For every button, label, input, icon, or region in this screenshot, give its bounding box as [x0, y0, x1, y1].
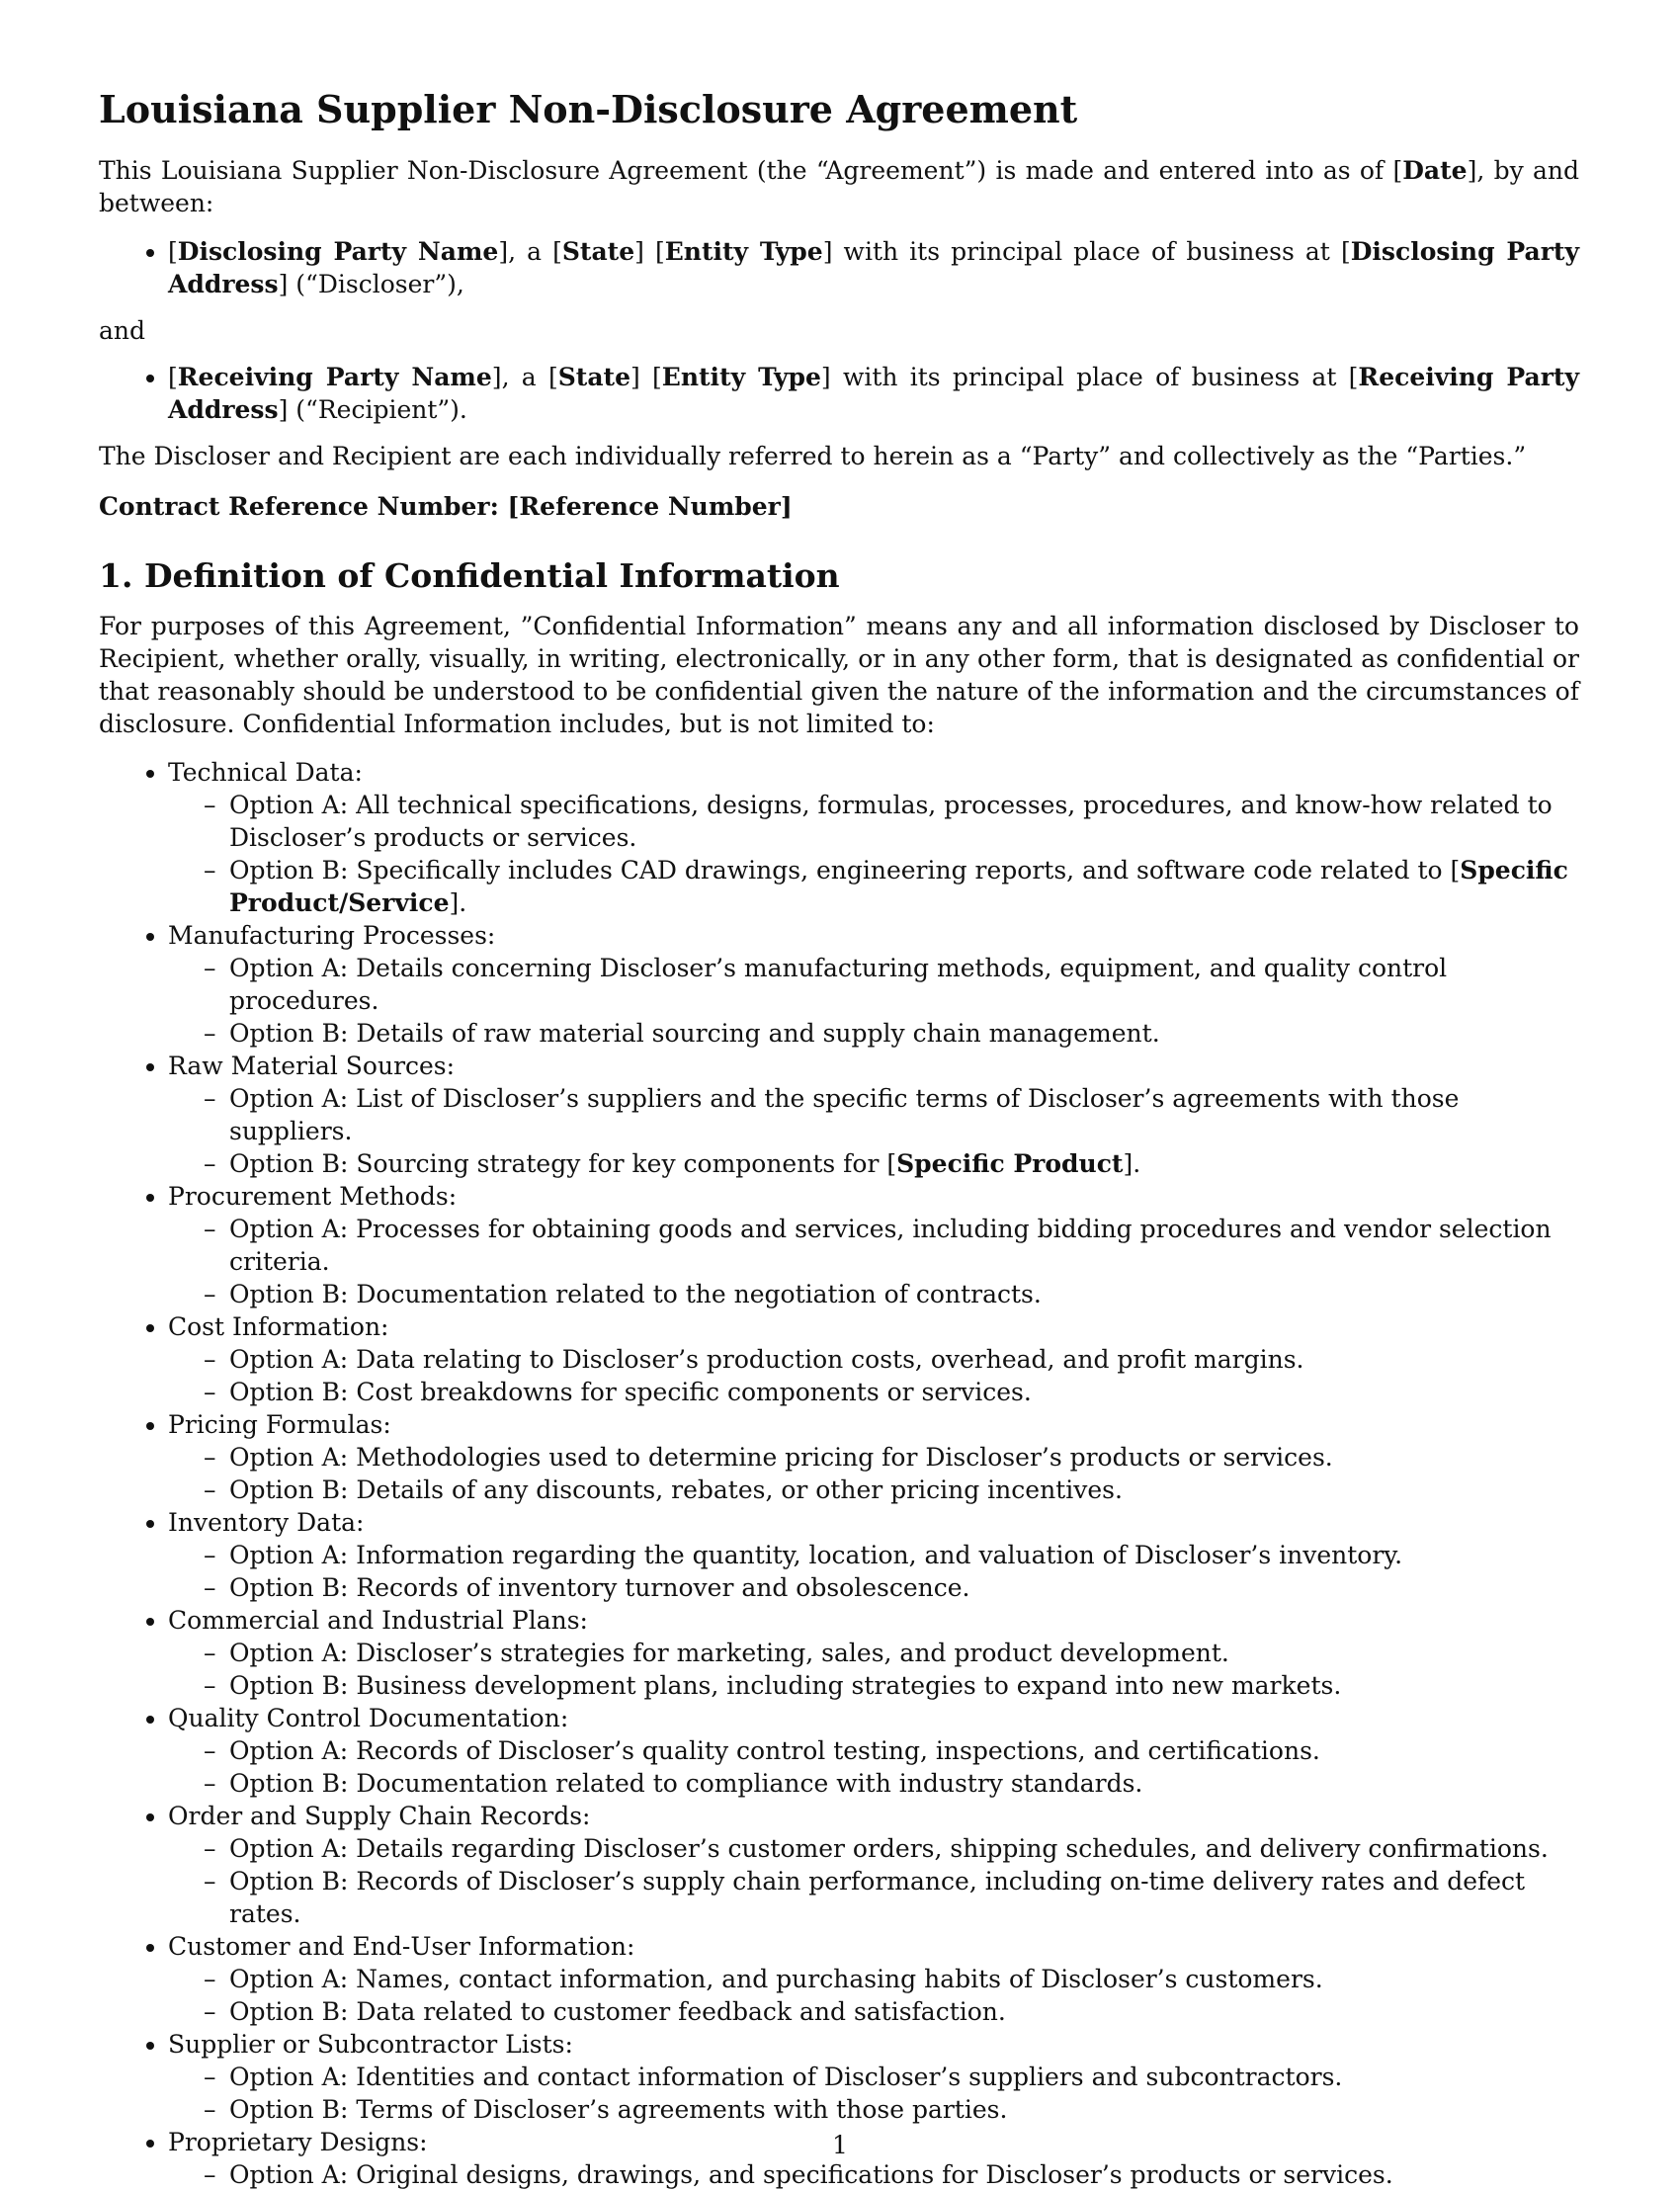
option-item: – Option A: All technical specifications, designs, formulas, processes, procedures, and know-how related to Discloser’s products or services. — [168, 789, 1579, 854]
category-item: • Cost Information: – Option A: Data relating to Discloser’s production costs, overhead, and profit margins. – Option B: Cost breakdowns for specific components or services. — [168, 1310, 1579, 1408]
option-item: – Option A: Names, contact information, and purchasing habits of Discloser’s customers. — [168, 1963, 1579, 1995]
recipient-name: Receiving Party Name — [177, 363, 492, 391]
option-item: – Option B: Terms of Discloser’s agreements with those parties. — [168, 2093, 1579, 2126]
option-item: – Option A: Identities and contact information of Discloser’s suppliers and subcontractors. — [168, 2061, 1579, 2093]
discloser-item: • [Disclosing Party Name], a [State] [Entity Type] with its principal place of business at [Disclosing Party Address] (“Discloser”), — [168, 235, 1579, 300]
document-page — [99, 87, 1579, 2191]
option-item: – Option A: Methodologies used to determine pricing for Discloser’s products or services. — [168, 1441, 1579, 1474]
option-list — [168, 1082, 1579, 1180]
option-item: – Option A: Details regarding Discloser’s customer orders, shipping schedules, and delivery confirmations. — [168, 1832, 1579, 1865]
category-item: • Proprietary Designs: – Option A: Original designs, drawings, and specifications for Discloser’s products or services. — [168, 2126, 1579, 2191]
option-list — [168, 1734, 1579, 1800]
specific-product-placeholder: Specific Product — [896, 1149, 1124, 1178]
option-list — [168, 1832, 1579, 1930]
specific-product-service-placeholder: Specific Product/Service — [229, 856, 1568, 917]
option-list — [168, 1343, 1579, 1408]
page-number: 1 — [832, 2131, 848, 2159]
discloser-name: Disclosing Party Name — [177, 237, 499, 266]
confidential-categories-list — [99, 756, 1579, 2191]
category-item: • Order and Supply Chain Records: – Option A: Details regarding Discloser’s customer orders, shipping schedules, and delivery confirmations. – Option B: Records of Discloser’s supply chain performance, including on-time delivery rates and defect rates. — [168, 1800, 1579, 1930]
recipient-state: State — [557, 363, 630, 391]
option-item: – Option A: Records of Discloser’s quality control testing, inspections, and certifications. — [168, 1734, 1579, 1767]
category-item: • Raw Material Sources: – Option A: List of Discloser’s suppliers and the specific terms of Discloser’s agreements with those suppliers. – Option B: Sourcing strategy for key components for [Specific Product]. — [168, 1050, 1579, 1180]
option-list — [168, 1637, 1579, 1702]
option-item: – Option B: Cost breakdowns for specific components or services. — [168, 1376, 1579, 1408]
option-list — [168, 952, 1579, 1050]
option-item: – Option A: Details concerning Discloser’s manufacturing methods, equipment, and quality control procedures. — [168, 952, 1579, 1017]
option-list — [168, 789, 1579, 919]
section-1-paragraph: For purposes of this Agreement, ”Confidential Information” means any and all information disclosed by Discloser to Recipient, whether orally, visually, in writing, electronically, or in any other form, that is designated as confidential or that reasonably should be understood to be confidential given the nature of the information and the circumstances of disclosure. Confidential Information includes, but is not limited to: — [99, 612, 1579, 738]
recipient-address: Receiving Party Address — [168, 363, 1580, 424]
option-item: – Option B: Business development plans, including strategies to expand into new markets. — [168, 1669, 1579, 1702]
discloser-entity-type: Entity Type — [664, 237, 823, 266]
option-item: – Option B: Documentation related to the negotiation of contracts. — [168, 1278, 1579, 1310]
category-item: • Technical Data: – Option A: All technical specifications, designs, formulas, processes, procedures, and know-how related to Discloser’s products or services. – Option B: Specifically includes CAD drawings, engineering reports, and software code related to [Specific Product/Service]. — [168, 756, 1579, 919]
recipient-entity-type: Entity Type — [661, 363, 821, 391]
reference-number-placeholder: Reference Number — [519, 492, 781, 521]
option-item: – Option A: Data relating to Discloser’s production costs, overhead, and profit margins. — [168, 1343, 1579, 1376]
option-item: – Option A: Information regarding the quantity, location, and valuation of Discloser’s inventory. — [168, 1539, 1579, 1571]
option-item: – Option B: Data related to customer feedback and satisfaction. — [168, 1995, 1579, 2028]
option-item: – Option B: Records of Discloser’s supply chain performance, including on-time delivery rates and defect rates. — [168, 1865, 1579, 1930]
option-list — [168, 1441, 1579, 1506]
intro-paragraph: This Louisiana Supplier Non-Disclosure Agreement (the “Agreement”) is made and entered into as of [Date], by and between: — [99, 156, 1579, 217]
discloser-list — [99, 235, 1579, 300]
option-list — [168, 2061, 1579, 2126]
discloser-state: State — [561, 237, 635, 266]
and-connector: and — [99, 316, 146, 345]
option-item: – Option B: Details of any discounts, rebates, or other pricing incentives. — [168, 1474, 1579, 1506]
section-1-heading: 1. Definition of Confidential Information — [99, 556, 840, 595]
option-list — [168, 1963, 1579, 2028]
option-item: – Option A: List of Discloser’s suppliers and the specific terms of Discloser’s agreements with those suppliers. — [168, 1082, 1579, 1147]
category-item: • Supplier or Subcontractor Lists: – Option A: Identities and contact information of Discloser’s suppliers and subcontractors. – Option B: Terms of Discloser’s agreements with those parties. — [168, 2028, 1579, 2126]
category-item: • Pricing Formulas: – Option A: Methodologies used to determine pricing for Discloser’s products or services. – Option B: Details of any discounts, rebates, or other pricing incentives. — [168, 1408, 1579, 1506]
discloser-address: Disclosing Party Address — [168, 237, 1580, 298]
option-item: – Option A: Original designs, drawings, and specifications for Discloser’s products or services. — [168, 2158, 1579, 2191]
option-item: – Option B: Records of inventory turnover and obsolescence. — [168, 1571, 1579, 1604]
document-title: Louisiana Supplier Non-Disclosure Agreement — [99, 87, 1078, 131]
recipient-item: • [Receiving Party Name], a [State] [Entity Type] with its principal place of business at [Receiving Party Address] (“Recipient”). — [168, 361, 1579, 426]
category-item: • Inventory Data: – Option A: Information regarding the quantity, location, and valuation of Discloser’s inventory. – Option B: Records of inventory turnover and obsolescence. — [168, 1506, 1579, 1604]
contract-reference-line: Contract Reference Number: [Reference Number] — [99, 492, 793, 521]
option-item: – Option B: Details of raw material sourcing and supply chain management. — [168, 1017, 1579, 1050]
option-list — [168, 1213, 1579, 1310]
parties-definition: The Discloser and Recipient are each individually referred to herein as a “Party” and collectively as the “Parties.” — [99, 442, 1527, 470]
option-list — [168, 1539, 1579, 1604]
option-item: – Option A: Processes for obtaining goods and services, including bidding procedures and vendor selection criteria. — [168, 1213, 1579, 1278]
option-list — [168, 2158, 1579, 2191]
category-item: • Manufacturing Processes: – Option A: Details concerning Discloser’s manufacturing methods, equipment, and quality control procedures. – Option B: Details of raw material sourcing and supply chain management. — [168, 919, 1579, 1050]
option-item: – Option A: Discloser’s strategies for marketing, sales, and product development. — [168, 1637, 1579, 1669]
category-item: • Procurement Methods: – Option A: Processes for obtaining goods and services, including bidding procedures and vendor selection criteria. – Option B: Documentation related to the negotiation of contracts. — [168, 1180, 1579, 1310]
category-item: • Quality Control Documentation: – Option A: Records of Discloser’s quality control testing, inspections, and certifications. – Option B: Documentation related to compliance with industry standards. — [168, 1702, 1579, 1800]
option-item: – Option B: Specifically includes CAD drawings, engineering reports, and software code related to [Specific Product/Service]. — [168, 854, 1579, 919]
date-placeholder: Date — [1402, 156, 1468, 185]
recipient-list — [99, 361, 1579, 426]
option-item: – Option B: Sourcing strategy for key components for [Specific Product]. — [168, 1147, 1579, 1180]
category-item: • Commercial and Industrial Plans: – Option A: Discloser’s strategies for marketing, sales, and product development. – Option B: Business development plans, including strategies to expand into new markets. — [168, 1604, 1579, 1702]
category-item: • Customer and End-User Information: – Option A: Names, contact information, and purchasing habits of Discloser’s customers. – Option B: Data related to customer feedback and satisfaction. — [168, 1930, 1579, 2028]
option-item: – Option B: Documentation related to compliance with industry standards. — [168, 1767, 1579, 1800]
